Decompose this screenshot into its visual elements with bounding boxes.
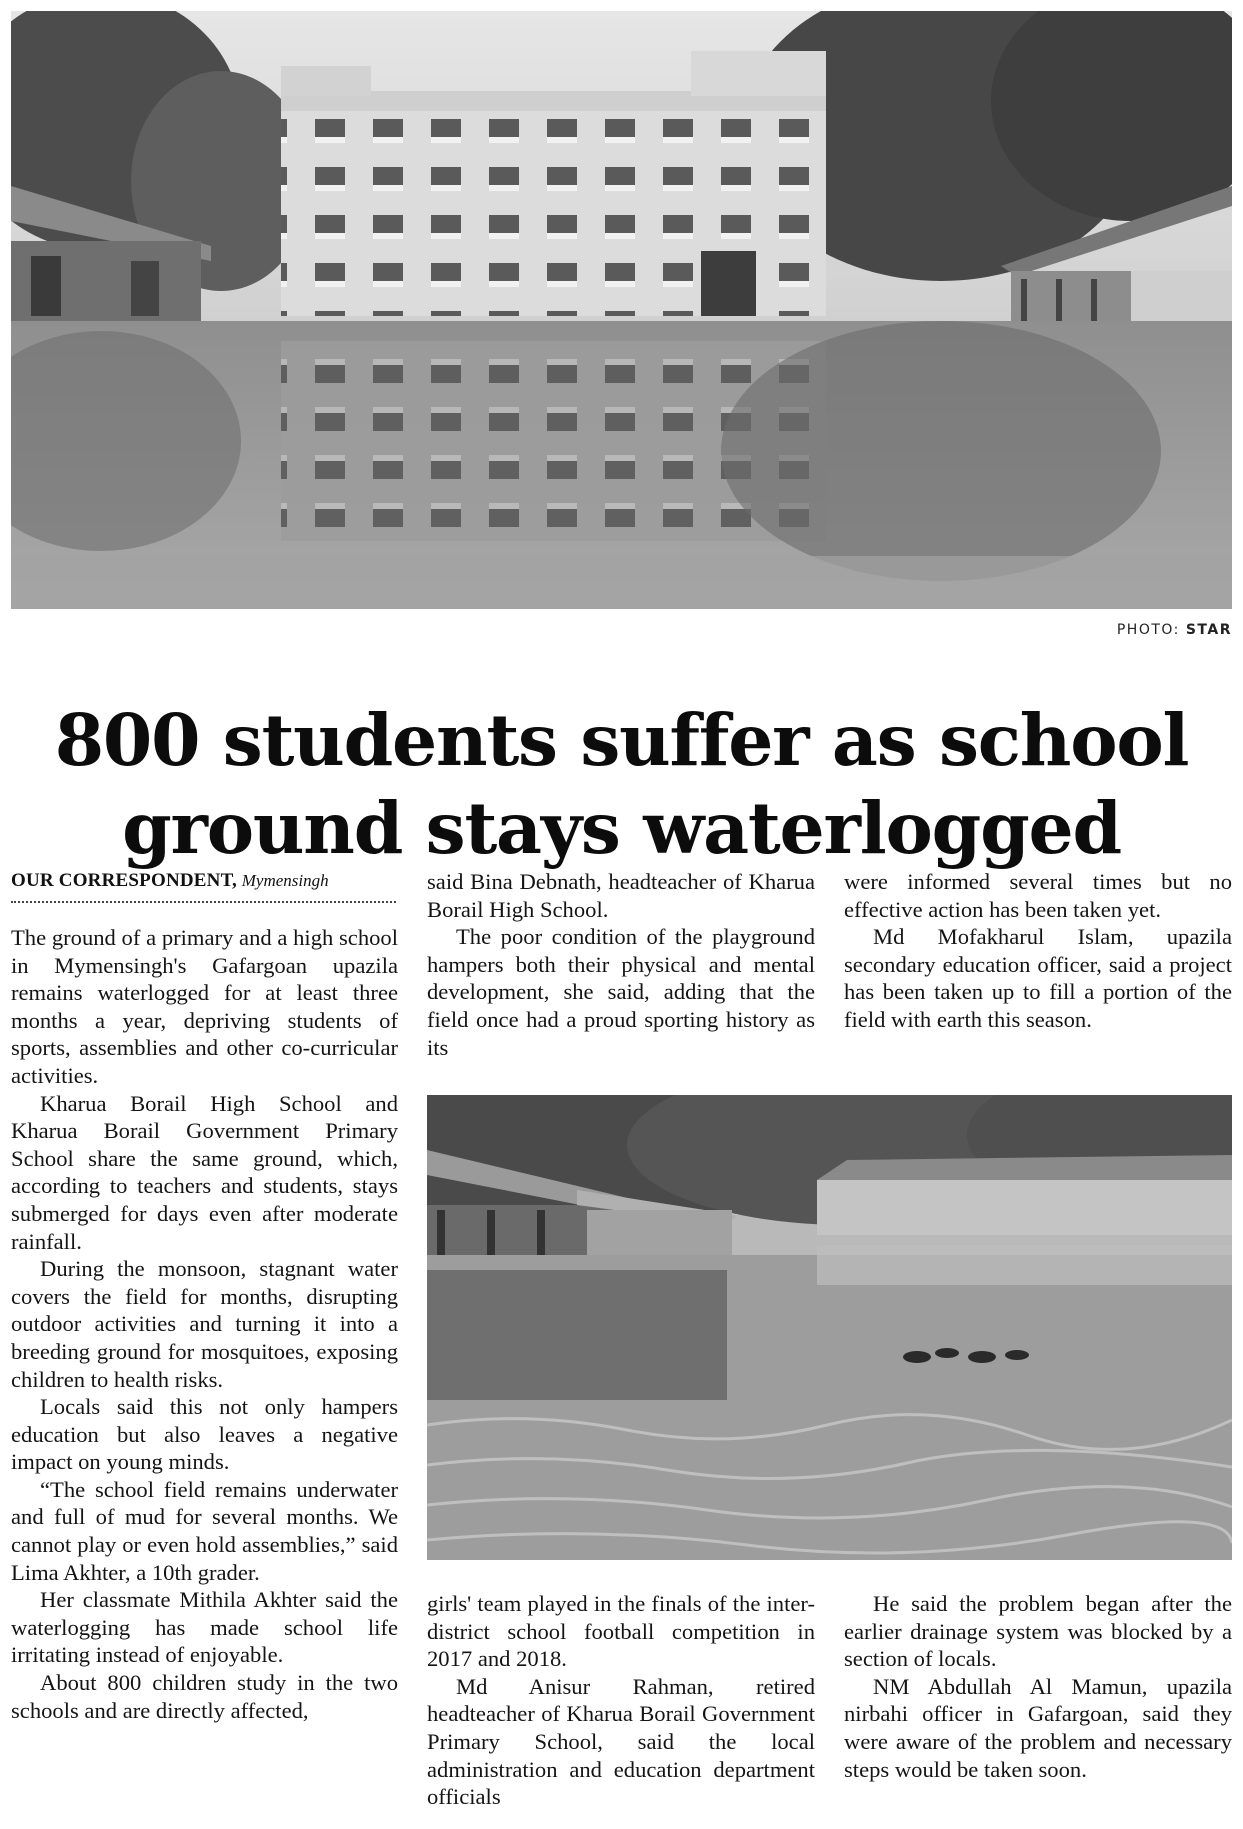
article-column-2-top xyxy=(427,868,815,1061)
paragraph: Md Mofakharul Islam, upazila secondary education officer, said a project has been taken up to fill a portion of the field with earth this season. xyxy=(844,924,1232,1032)
paragraph: “The school field remains underwater and full of mud for several months. We cannot play or even hold assemblies,” said Lima Akhter, a 10th grader. xyxy=(11,1476,398,1585)
article-column-2-bottom xyxy=(427,1590,815,1811)
article-column-3-top xyxy=(844,868,1232,1034)
paragraph: About 800 children study in the two schools and are directly affected, xyxy=(11,1670,398,1723)
article-column-3-bottom xyxy=(844,1590,1232,1783)
paragraph: girls' team played in the finals of the inter-district school football competition in 2017 and 2018. xyxy=(427,1591,815,1672)
paragraph: Md Anisur Rahman, retired headteacher of Kharua Borail Government Primary School, said the local administration and education department officials xyxy=(427,1673,815,1810)
headline-line-1: 800 students suffer as school xyxy=(54,697,1189,782)
paragraph: NM Abdullah Al Mamun, upazila nirbahi officer in Gafargoan, said they were aware of the problem and necessary steps would be taken soon. xyxy=(844,1673,1232,1782)
paragraph: said Bina Debnath, headteacher of Kharua Borail High School. xyxy=(427,869,815,922)
paragraph: Her classmate Mithila Akhter said the waterlogging has made school life irritating instead of enjoyable. xyxy=(11,1587,398,1668)
flooded-field-photo xyxy=(427,1095,1232,1560)
paragraph: He said the problem began after the earlier drainage system was blocked by a section of locals. xyxy=(844,1591,1232,1672)
paragraph: The ground of a primary and a high school in Mymensingh's Gafargoan upazila remains waterlogged for at least three months a year, depriving students of sports, assemblies and other co-curricular activities. xyxy=(11,925,398,1088)
school-building-photo xyxy=(11,11,1232,609)
headline xyxy=(0,696,1243,872)
byline xyxy=(11,870,396,903)
byline-place: Mymensingh xyxy=(241,871,329,890)
paragraph: The poor condition of the playground hampers both their physical and mental development, she said, adding that the field once had a proud sporting history as its xyxy=(427,924,815,1060)
photo-credit: PHOTO: STAR xyxy=(1116,622,1232,638)
paragraph: Kharua Borail High School and Kharua Borail Government Primary School share the same ground, which, according to teachers and students, stays submerged for days even after moderate rainfall. xyxy=(11,1090,398,1254)
byline-name: OUR CORRESPONDENT, xyxy=(11,870,237,891)
paragraph: Locals said this not only hampers education but also leaves a negative impact on young minds. xyxy=(11,1394,398,1475)
paragraph: During the monsoon, stagnant water covers the field for months, disrupting outdoor activities and turning it into a breeding ground for mosquitoes, exposing children to health risks. xyxy=(11,1256,398,1392)
paragraph: were informed several times but no effective action has been taken yet. xyxy=(844,869,1232,922)
headline-line-2: ground stays waterlogged xyxy=(122,785,1121,870)
article-column-1 xyxy=(11,924,398,1724)
